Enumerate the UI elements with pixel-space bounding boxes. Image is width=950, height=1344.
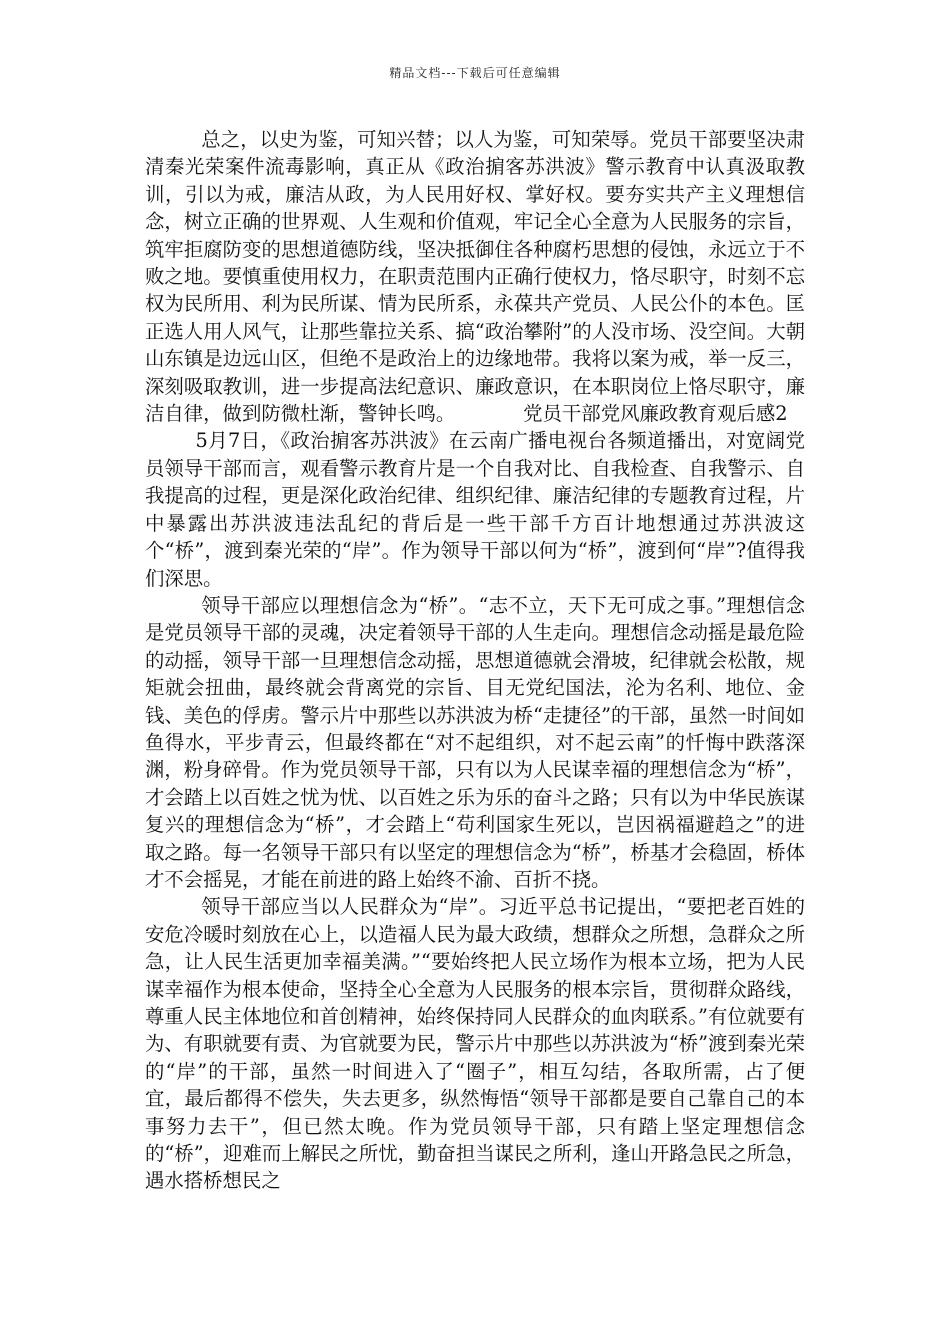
- section-heading: 党员干部党风廉政教育观后感2: [523, 402, 788, 426]
- paragraph-intro: 5月7日，《政治掮客苏洪波》在云南广播电视台各频道播出，对宽阔党员领导干部而言，观看警示教育片是一个自我对比、自我检查、自我警示、自我提高的过程，更是深化政治纪律、组织纪律、廉洁纪律的专题教育过程，片中暴露出苏洪波违法乱纪的背后是一些干部千方百计地想通过苏洪波这个“桥”，渡到秦光荣的“岸”。作为领导干部以何为“桥”，渡到何“岸”?值得我们深思。: [145, 429, 805, 590]
- paragraph-shore: 领导干部应当以人民群众为“岸”。习近平总书记提出，“要把老百姓的安危冷暖时刻放在心上，以造福人民为最大政绩，想群众之所想，急群众之所急，让人民生活更加幸福美满。”“要始终把人民立场作为根本立场，把为人民谋幸福作为根本使命，坚持全心全意为人民服务的根本宗旨，贯彻群众路线，尊重人民主体地位和首创精神，始终保持同人民群众的血肉联系。”有位就要有为、有职就要有责、为官就要为民，警示片中那些以苏洪波为“桥”渡到秦光荣的“岸”的干部，虽然一时间进入了“圈子”，相互勾结，各取所需，占了便宜，最后都得不偿失，失去更多，纵然悔悟“领导干部都是要自己靠自己的本事努力去干”，但已然太晚。作为党员领导干部，只有踏上坚定理想信念的“桥”，迎难而上解民之所忧，勤奋担当谋民之所利，逢山开路急民之所急，遇水搭桥想民之: [145, 895, 805, 1193]
- paragraph-bridge: 领导干部应以理想信念为“桥”。“志不立，天下无可成之事。”理想信念是党员领导干部的灵魂，决定着领导干部的人生走向。理想信念动摇是最危险的动摇，领导干部一旦理想信念动摇，思想道德就会滑坡，纪律就会松散，规矩就会扭曲，最终就会背离党的宗旨、目无党纪国法，沦为名利、地位、金钱、美色的俘虏。警示片中那些以苏洪波为桥“走捷径”的干部，虽然一时间如鱼得水，平步青云，但最终都在“对不起组织，对不起云南”的忏悔中跌落深渊，粉身碎骨。作为党员领导干部，只有以为人民谋幸福的理想信念为“桥”，才会踏上以百姓之忧为忧、以百姓之乐为乐的奋斗之路；只有以为中华民族谋复兴的理想信念为“桥”，才会踏上“苟利国家生死以，岂因祸福避趋之”的进取之路。每一名领导干部只有以坚定的理想信念为“桥”，桥基才会稳固，桥体才不会摇晃，才能在前进的路上始终不渝、百折不挠。: [145, 593, 805, 891]
- paragraph-text: 总之，以史为鉴，可知兴替；以人为鉴，可知荣辱。党员干部要坚决肃清秦光荣案件流毒影响，真正从《政治掮客苏洪波》警示教育中认真汲取教训，引以为戒，廉洁从政，为人民用好权、掌好权。要夯实共产主义理想信念，树立正确的世界观、人生观和价值观，牢记全心全意为人民服务的宗旨，筑牢拒腐防变的思想道德防线，坚决抵御住各种腐朽思想的侵蚀，永远立于不败之地。要慎重使用权力，在职责范围内正确行使权力，恪尽职守，时刻不忘权为民所用、利为民所谋、情为民所系，永葆共产党员、人民公仆的本色。匡正选人用人风气，让那些靠拉关系、搞“政治攀附”的人没市场、没空间。大朝山东镇是边远山区，但绝不是政治上的边缘地带。我将以案为戒，举一反三，深刻吸取教训，进一步提高法纪意识、廉政意识，在本职岗位上恪尽职守，廉洁自律，做到防微杜渐，警钟长鸣。: [145, 128, 805, 426]
- document-body: [145, 126, 805, 1195]
- paragraph-conclusion: [145, 126, 805, 427]
- page-header: 精品文档---下载后可任意编辑: [389, 66, 561, 80]
